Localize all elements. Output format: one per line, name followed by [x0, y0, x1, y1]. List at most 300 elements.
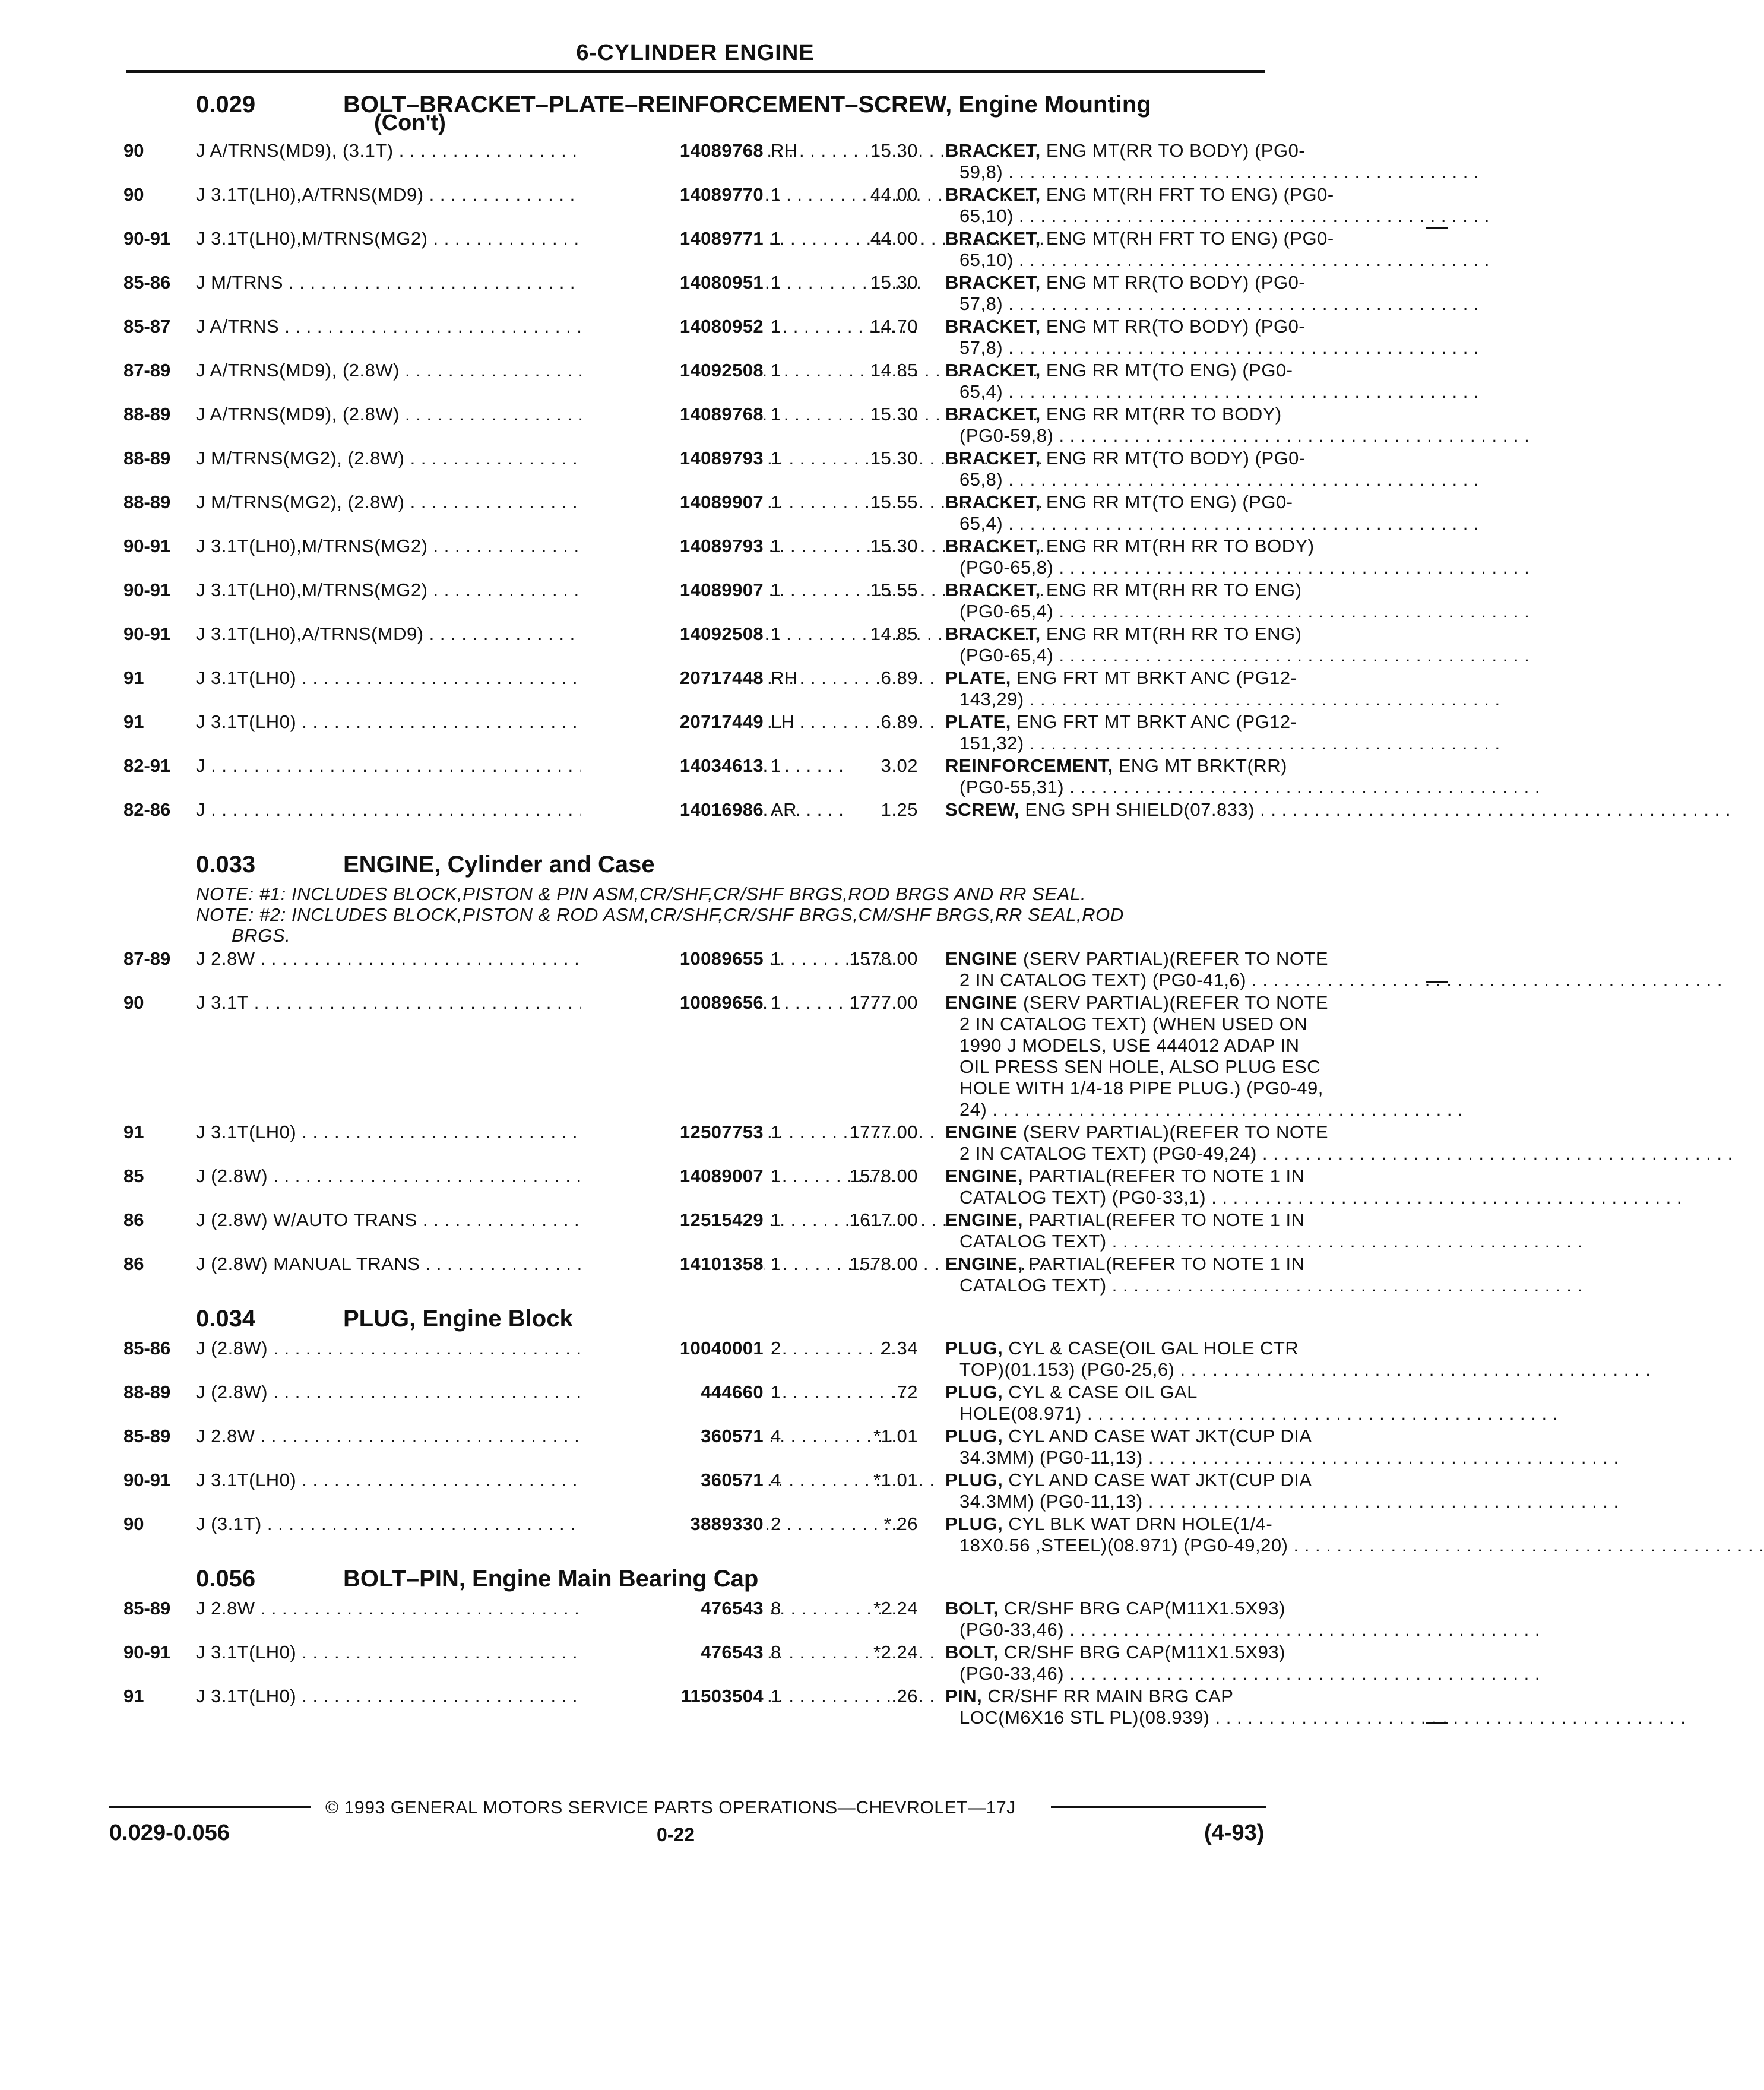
price: 1777.00 — [849, 1122, 918, 1142]
price: *1.01 — [873, 1426, 918, 1446]
description-line — [945, 580, 1302, 601]
part-number: 14092508 — [581, 360, 764, 381]
price: 44.00 — [870, 184, 918, 205]
description-line — [945, 1491, 1266, 1512]
description-line — [945, 1663, 1266, 1684]
description-text: LOC(M6X16 STL PL)(08.939) — [959, 1707, 1210, 1728]
part-description — [945, 448, 1306, 490]
part-number: 14089793 — [581, 448, 764, 469]
description-line — [945, 1056, 1321, 1078]
part-row — [123, 1426, 1312, 1470]
description-text: 34.3MM) (PG0-11,13) — [959, 1491, 1143, 1512]
model-years: 86 — [123, 1253, 144, 1274]
description-label: BRACKET, — [945, 623, 1041, 644]
part-description — [945, 1686, 1266, 1728]
description-line — [945, 970, 1266, 991]
description-line — [945, 337, 1266, 359]
description-line — [945, 1642, 1285, 1663]
part-number: 14089770 — [581, 184, 764, 205]
quantity: 1 — [771, 1686, 781, 1706]
application: J 2.8W . . . — [196, 948, 579, 970]
part-description — [945, 316, 1306, 359]
description-text: 2 IN CATALOG TEXT) (WHEN USED ON — [959, 1014, 1308, 1034]
model-years: 90-91 — [123, 1642, 171, 1662]
part-number: 12507753 — [581, 1122, 764, 1143]
part-row — [123, 536, 1315, 580]
description-text: CATALOG TEXT) — [959, 1275, 1107, 1296]
description-text: 65,4) — [959, 381, 1003, 402]
section-heading — [123, 849, 1263, 884]
description-line — [945, 1166, 1305, 1187]
description-label: PIN, — [945, 1686, 983, 1706]
part-row — [123, 492, 1293, 536]
application: J 3.1T . . . — [196, 992, 579, 1014]
model-years: 90-91 — [123, 623, 171, 644]
part-number: 14016986 — [581, 799, 764, 821]
description-text: CR/SHF RR MAIN BRG CAP — [987, 1686, 1234, 1706]
section-spacer — [123, 1557, 1263, 1563]
description-label: BRACKET, — [945, 140, 1041, 161]
description-label: BRACKET, — [945, 360, 1041, 381]
description-text: ENG SPH SHIELD(07.833) — [1025, 799, 1255, 820]
part-row — [123, 1253, 1305, 1297]
model-years: 90 — [123, 992, 144, 1013]
description-text: ENG FRT MT BRKT ANC (PG12- — [1016, 711, 1297, 732]
part-row — [123, 1209, 1305, 1253]
description-line — [945, 1078, 1323, 1099]
quantity: 1 — [771, 228, 781, 249]
section-number: 0.034 — [196, 1306, 256, 1332]
description-label: ENGINE, — [945, 1166, 1023, 1186]
description-text: CYL AND CASE WAT JKT(CUP DIA — [1008, 1426, 1312, 1446]
quantity: RH — [771, 140, 798, 161]
part-description — [945, 492, 1293, 534]
description-line — [945, 404, 1282, 425]
description-line — [945, 667, 1297, 689]
description-label: PLUG, — [945, 1470, 1003, 1490]
part-row — [123, 140, 1306, 184]
price: 14.85 — [870, 360, 918, 381]
application: J 3.1T(LH0) . . . — [196, 1470, 579, 1491]
part-description — [945, 1122, 1329, 1164]
description-text: CYL BLK WAT DRN HOLE(1/4- — [1008, 1513, 1273, 1534]
part-number: 14089007 — [581, 1166, 764, 1187]
quantity: 1 — [771, 1166, 781, 1186]
part-description — [945, 404, 1282, 446]
description-text: TOP)(01.153) (PG0-25,6) — [959, 1359, 1175, 1380]
part-row — [123, 580, 1302, 623]
quantity: 2 — [771, 1513, 781, 1534]
application: J 2.8W . . . — [196, 1426, 579, 1447]
footer-copyright: © 1993 GENERAL MOTORS SERVICE PARTS OPERATIONS—CHEVROLET—17J — [325, 1798, 1016, 1817]
description-text: 18X0.56 ,STEEL)(08.971) (PG0-49,20) — [959, 1535, 1288, 1556]
part-row — [123, 1686, 1263, 1730]
part-description — [945, 1642, 1285, 1684]
description-line — [945, 1426, 1312, 1447]
header-rule — [126, 70, 1265, 73]
description-line — [945, 1403, 1266, 1424]
price: 14.70 — [870, 316, 918, 337]
part-row — [123, 1166, 1305, 1209]
part-number: 20717449 — [581, 711, 764, 733]
quantity: 1 — [771, 316, 781, 337]
model-years: 90-91 — [123, 536, 171, 556]
description-line — [945, 1619, 1266, 1641]
part-number: 14089771 — [581, 228, 764, 249]
part-description — [945, 1426, 1312, 1468]
catalog-note: NOTE: #2: INCLUDES BLOCK,PISTON & ROD ASM,CR/SHF,CR/SHF BRGS,CM/SHF BRGS,RR SEAL,ROD — [196, 904, 1124, 925]
quantity: 4 — [771, 1470, 781, 1490]
description-line — [945, 1598, 1285, 1619]
description-label: PLUG, — [945, 1382, 1003, 1402]
part-description — [945, 755, 1287, 798]
part-description — [945, 536, 1315, 578]
part-description — [945, 360, 1293, 403]
part-row — [123, 1338, 1299, 1382]
description-text: ENG MT RR(TO BODY) (PG0- — [1046, 272, 1306, 293]
description-text: ENG RR MT(RH RR TO ENG) — [1046, 580, 1302, 600]
description-label: ENGINE — [945, 992, 1018, 1013]
application: J 2.8W . . . — [196, 1598, 579, 1619]
part-number: 14092508 — [581, 623, 764, 645]
description-line — [945, 601, 1266, 622]
footer-rule-right — [1051, 1806, 1266, 1808]
part-number: 10040001 — [581, 1338, 764, 1359]
description-text: CYL AND CASE WAT JKT(CUP DIA — [1008, 1470, 1312, 1490]
section-title-text: PLUG, Engine Block — [343, 1306, 573, 1332]
part-row — [123, 272, 1306, 316]
description-label: BRACKET, — [945, 492, 1041, 512]
model-years: 91 — [123, 667, 144, 688]
part-description — [945, 1513, 1288, 1556]
description-line — [945, 1187, 1266, 1208]
part-number: 360571 — [581, 1470, 764, 1491]
description-text: HOLE(08.971) — [959, 1403, 1082, 1424]
description-line — [945, 1014, 1308, 1035]
quantity: LH — [771, 711, 795, 732]
section-heading — [123, 1303, 1263, 1338]
part-number: 14089907 — [581, 580, 764, 601]
part-number: 12515429 — [581, 1209, 764, 1231]
description-text: (PG0-33,46) — [959, 1663, 1065, 1684]
part-row — [123, 316, 1306, 360]
description-text: ENG RR MT(RH RR TO ENG) — [1046, 623, 1302, 644]
part-number: 476543 — [581, 1598, 764, 1619]
application: J (2.8W) . . . — [196, 1166, 579, 1187]
description-text: ENG RR MT(TO BODY) (PG0- — [1046, 448, 1306, 468]
description-line — [945, 1275, 1266, 1296]
part-description — [945, 184, 1334, 227]
price: 1578.00 — [849, 948, 918, 969]
part-number: 3889330 — [581, 1513, 764, 1535]
application: J 3.1T(LH0) . . . — [196, 1642, 579, 1663]
description-line — [945, 799, 1266, 821]
part-description — [945, 1598, 1285, 1641]
description-text: ENG MT(RH FRT TO ENG) (PG0- — [1046, 184, 1334, 205]
model-years: 90-91 — [123, 580, 171, 600]
description-line — [945, 1382, 1266, 1403]
model-years: 87-89 — [123, 360, 171, 381]
description-text: ENG RR MT(TO ENG) (PG0- — [1046, 360, 1293, 381]
section-number: 0.033 — [196, 851, 256, 878]
price: 15.30 — [870, 272, 918, 293]
description-line — [945, 469, 1266, 490]
part-description — [945, 1166, 1305, 1208]
description-label: BRACKET, — [945, 536, 1041, 556]
section-number: 0.056 — [196, 1566, 256, 1592]
description-text: 2 IN CATALOG TEXT) (PG0-41,6) — [959, 970, 1247, 990]
description-text: ENG RR MT(RH RR TO BODY) — [1046, 536, 1315, 556]
description-line — [945, 1209, 1305, 1231]
part-row — [123, 1598, 1285, 1642]
description-text: ENG MT RR(TO BODY) (PG0- — [1046, 316, 1306, 337]
description-line — [945, 948, 1329, 970]
description-label: BOLT, — [945, 1642, 999, 1662]
description-label: BRACKET, — [945, 184, 1041, 205]
description-text: ENG RR MT(TO ENG) (PG0- — [1046, 492, 1293, 512]
part-number: 11503504 — [581, 1686, 764, 1707]
part-number: 14080952 — [581, 316, 764, 337]
description-text: CATALOG TEXT) (PG0-33,1) — [959, 1187, 1206, 1208]
quantity: 1 — [771, 272, 781, 293]
application: J 3.1T(LH0),M/TRNS(MG2) . . . — [196, 228, 579, 249]
description-label: BRACKET, — [945, 448, 1041, 468]
price: 3.02 — [881, 755, 918, 776]
description-text: 65,8) — [959, 469, 1003, 490]
description-label: BRACKET, — [945, 316, 1041, 337]
description-line — [945, 205, 1266, 227]
quantity: 1 — [771, 1253, 781, 1274]
price: 2.34 — [881, 1338, 918, 1358]
application: J 3.1T(LH0),A/TRNS(MD9) . . . — [196, 623, 579, 645]
description-line — [945, 1535, 1288, 1556]
application: J A/TRNS . . . — [196, 316, 579, 337]
quantity: 1 — [771, 755, 781, 776]
model-years: 91 — [123, 1122, 144, 1142]
application: J 3.1T(LH0),M/TRNS(MG2) . . . — [196, 580, 579, 601]
part-description — [945, 1338, 1299, 1380]
description-line — [945, 1686, 1266, 1707]
description-label: ENGINE, — [945, 1253, 1023, 1274]
description-text: (PG0-65,4) — [959, 601, 1054, 622]
description-line — [945, 316, 1306, 337]
description-text: 57,8) — [959, 337, 1003, 358]
price: 15.30 — [870, 404, 918, 425]
part-number: 14101358 — [581, 1253, 764, 1275]
description-text: ENG FRT MT BRKT ANC (PG12- — [1016, 667, 1297, 688]
part-description — [945, 272, 1306, 315]
section-heading — [123, 1563, 1263, 1598]
description-label: ENGINE — [945, 1122, 1018, 1142]
description-line — [945, 992, 1329, 1014]
description-line — [945, 1122, 1329, 1143]
quantity: 1 — [771, 448, 781, 468]
quantity: 1 — [771, 184, 781, 205]
description-line — [945, 162, 1266, 183]
price: *1.01 — [873, 1470, 918, 1490]
quantity: 1 — [771, 536, 781, 556]
description-text: 65,10) — [959, 205, 1014, 226]
description-line — [945, 140, 1306, 162]
footer-page-number: 0-22 — [657, 1824, 695, 1845]
quantity: 1 — [771, 580, 781, 600]
model-years: 85-86 — [123, 1338, 171, 1358]
part-description — [945, 948, 1329, 991]
quantity: 1 — [771, 1382, 781, 1402]
price: *2.24 — [873, 1598, 918, 1619]
description-line — [945, 272, 1306, 293]
part-description — [945, 1470, 1312, 1512]
application: J 3.1T(LH0),A/TRNS(MD9) . . . — [196, 184, 579, 205]
model-years: 90 — [123, 140, 144, 161]
description-line — [945, 536, 1315, 557]
description-text: (PG0-65,8) — [959, 557, 1054, 578]
application: J . . . — [196, 755, 579, 777]
model-years: 90-91 — [123, 1470, 171, 1490]
part-row — [123, 799, 1263, 843]
part-description — [945, 140, 1306, 183]
quantity: 1 — [771, 623, 781, 644]
description-text: 143,29) — [959, 689, 1024, 710]
footer-rule-left — [109, 1806, 311, 1808]
quantity: 1 — [771, 948, 781, 969]
model-years: 88-89 — [123, 448, 171, 468]
application: J M/TRNS(MG2), (2.8W) . . . — [196, 492, 579, 513]
section-title-text: BOLT–PIN, Engine Main Bearing Cap — [343, 1566, 759, 1592]
description-line — [945, 513, 1266, 534]
description-text: 151,32) — [959, 733, 1024, 753]
part-row — [123, 1470, 1312, 1513]
description-text: OIL PRESS SEN HOLE, ALSO PLUG ESC — [959, 1056, 1321, 1077]
price: 6.89 — [881, 711, 918, 732]
description-text: (SERV PARTIAL)(REFER TO NOTE — [1022, 1122, 1329, 1142]
description-line — [945, 1253, 1305, 1275]
footer-range: 0.029-0.056 — [109, 1820, 230, 1845]
part-number: 14089907 — [581, 492, 764, 513]
section-spacer — [123, 843, 1263, 849]
quantity: 1 — [771, 360, 781, 381]
price: *.26 — [883, 1513, 918, 1534]
description-label: PLATE, — [945, 667, 1011, 688]
part-row — [123, 1513, 1288, 1557]
model-years: 88-89 — [123, 1382, 171, 1402]
continued-label: (Con't) — [374, 110, 446, 135]
description-label: PLATE, — [945, 711, 1011, 732]
description-label: ENGINE — [945, 948, 1018, 969]
description-text: ENG MT(RH FRT TO ENG) (PG0- — [1046, 228, 1334, 249]
quantity: 1 — [771, 1209, 781, 1230]
description-text: CYL & CASE OIL GAL — [1008, 1382, 1198, 1402]
price: .72 — [891, 1382, 918, 1402]
description-label: PLUG, — [945, 1426, 1003, 1446]
application: J 3.1T(LH0),M/TRNS(MG2) . . . — [196, 536, 579, 557]
description-text: CYL & CASE(OIL GAL HOLE CTR — [1008, 1338, 1299, 1358]
part-number: 476543 — [581, 1642, 764, 1663]
part-row — [123, 992, 1329, 1122]
application: J (2.8W) MANUAL TRANS . . . — [196, 1253, 579, 1275]
part-row — [123, 228, 1334, 272]
description-label: BRACKET, — [945, 580, 1041, 600]
description-text: 65,4) — [959, 513, 1003, 534]
application: J 3.1T(LH0) . . . — [196, 711, 579, 733]
price: 1578.00 — [849, 1253, 918, 1274]
section-number: 0.029 — [196, 91, 256, 118]
application: J (3.1T) . . . — [196, 1513, 579, 1535]
description-text: CR/SHF BRG CAP(M11X1.5X93) — [1003, 1598, 1285, 1619]
price: 15.30 — [870, 536, 918, 556]
description-text: ENG MT(RR TO BODY) (PG0- — [1046, 140, 1306, 161]
description-line — [945, 1707, 1266, 1728]
model-years: 90 — [123, 1513, 144, 1534]
application: J A/TRNS(MD9), (2.8W) . . . — [196, 360, 579, 381]
description-line — [945, 755, 1287, 777]
part-number: 444660 — [581, 1382, 764, 1403]
description-line — [945, 1470, 1312, 1491]
model-years: 90-91 — [123, 228, 171, 249]
description-text: (SERV PARTIAL)(REFER TO NOTE — [1022, 992, 1329, 1013]
application: J M/TRNS . . . — [196, 272, 579, 293]
part-number: 10089656 — [581, 992, 764, 1014]
price: 1578.00 — [849, 1166, 918, 1186]
description-line — [945, 1035, 1300, 1056]
part-number: 14034613 — [581, 755, 764, 777]
part-row — [123, 448, 1306, 492]
description-line — [945, 184, 1334, 205]
page-title: 6-CYLINDER ENGINE — [576, 40, 815, 65]
description-line — [945, 492, 1293, 513]
quantity: 4 — [771, 1426, 781, 1446]
quantity: AR — [771, 799, 797, 820]
application: J (2.8W) W/AUTO TRANS . . . — [196, 1209, 579, 1231]
description-text: 2 IN CATALOG TEXT) (PG0-49,24) — [959, 1143, 1257, 1164]
price: 15.30 — [870, 140, 918, 161]
notes-block — [123, 884, 1263, 946]
description-label: BRACKET, — [945, 228, 1041, 249]
part-description — [945, 667, 1297, 710]
description-label: BRACKET, — [945, 404, 1041, 425]
model-years: 85-89 — [123, 1598, 171, 1619]
description-line — [945, 1359, 1266, 1380]
description-line — [945, 645, 1266, 666]
part-number: 14080951 — [581, 272, 764, 293]
part-description — [945, 1209, 1305, 1252]
model-years: 88-89 — [123, 492, 171, 512]
margin-tick — [1426, 981, 1448, 983]
price: 14.85 — [870, 623, 918, 644]
description-text: (PG0-65,4) — [959, 645, 1054, 666]
description-line — [945, 777, 1266, 798]
model-years: 82-86 — [123, 799, 171, 820]
description-line — [945, 381, 1266, 403]
description-text: CR/SHF BRG CAP(M11X1.5X93) — [1003, 1642, 1285, 1662]
quantity: 1 — [771, 992, 781, 1013]
application: J A/TRNS(MD9), (2.8W) . . . — [196, 404, 579, 425]
part-description — [945, 992, 1329, 1120]
description-text: PARTIAL(REFER TO NOTE 1 IN — [1028, 1253, 1305, 1274]
description-text: ENG MT BRKT(RR) — [1118, 755, 1287, 776]
margin-tick — [1426, 227, 1448, 229]
model-years: 85-89 — [123, 1426, 171, 1446]
part-row — [123, 755, 1287, 799]
description-text: (PG0-59,8) — [959, 425, 1054, 446]
part-row — [123, 1382, 1263, 1426]
description-text: 65,10) — [959, 249, 1014, 270]
description-line — [945, 448, 1306, 469]
model-years: 86 — [123, 1209, 144, 1230]
description-label: BOLT, — [945, 1598, 999, 1619]
part-row — [123, 711, 1297, 755]
part-description — [945, 623, 1302, 666]
